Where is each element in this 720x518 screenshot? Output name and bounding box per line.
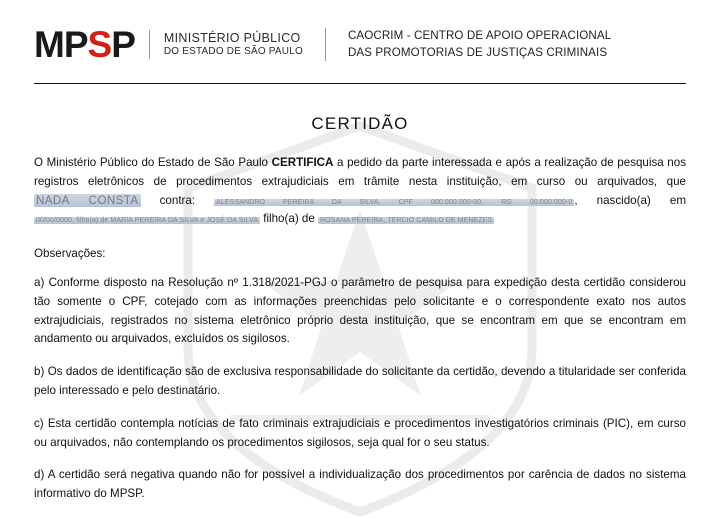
intro-text-part1: O Ministério Público do Estado de São Paulo: [34, 156, 272, 169]
observation-item-a: a) Conforme disposto na Resolução nº 1.318/2021-PGJ o parâmetro de pesquisa para expedição desta certidão considerou tão somente o CPF, cotejado com as informações preenchidas pelo solicitante e o correspondente exato nos autos extrajudiciais, registrados no sistema eletrônico próprio desta instituição, que se encontram em que se encontram em andamento ou arquivados, excluídos os sigilosos.: [34, 276, 686, 346]
certifica-emphasis: CERTIFICA: [271, 156, 334, 169]
organization-state: DO ESTADO DE SÃO PAULO: [163, 46, 303, 58]
certification-paragraph: [34, 154, 686, 229]
observations-label: Observações:: [34, 247, 106, 261]
page-title: CERTIDÃO: [311, 114, 409, 133]
logo-text-s: S: [87, 24, 112, 65]
observation-item-c: c) Esta certidão contempla notícias de fato criminais extrajudiciais e procedimentos investigatórios criminais (PIC), em curso ou arquivados, não contemplando os procedimentos sigilosos, seja qual for o seu status.: [34, 416, 686, 449]
logo-text-p: P: [111, 24, 135, 65]
department-name-line1: CAOCRIM - CENTRO DE APOIO OPERACIONAL: [347, 28, 612, 42]
observation-item-b: b) Os dados de identificação são de exclusiva responsabilidade do solicitante da certidão, devendo a titularidade ser conferida pelo interessado e pelo destinatário.: [34, 365, 686, 398]
organization-name: MINISTÉRIO PÚBLICO: [163, 31, 301, 46]
intro-text-part5: filho(a) de: [260, 212, 319, 226]
redacted-person-data-1: ALESSANDRO PEREIRA DA SILVA, CPF 000.000.000-00, RG 00.000.000-0: [216, 198, 573, 206]
intro-text-part4: , nascido(a) em: [574, 193, 686, 207]
redacted-status: NADA CONSTA: [36, 193, 139, 207]
department-name-line2: DAS PROMOTORIAS DE JUSTIÇAS CRIMINAIS: [347, 45, 608, 59]
redacted-person-data-3: ROSANA PEREIRA, TÉRCIO CAMILO DE MENEZES: [320, 217, 493, 225]
logo-text-mp: MP: [34, 24, 88, 65]
redacted-person-data-2: 00/00/0000, filho(a) de MARIA PEREIRA DA SILVA e JOSÉ DA SILVA: [36, 217, 259, 225]
organization-block: [149, 30, 303, 59]
document-header: [34, 0, 686, 79]
department-block: [325, 28, 611, 62]
mpsp-logo: [34, 26, 135, 63]
intro-text-part3: contra:: [140, 193, 215, 207]
intro-text-part2: a pedido da parte interessada e após a realização de pesquisa nos registros eletrônicos de procedimentos extrajudiciais em trâmite nesta instituição, em curso ou arquivados, que: [34, 156, 686, 188]
observation-item-d: d) A certidão será negativa quando não for possível a individualização dos procedimentos por carência de dados no sistema informativo do MPSP.: [34, 468, 686, 501]
header-divider: [34, 83, 686, 84]
